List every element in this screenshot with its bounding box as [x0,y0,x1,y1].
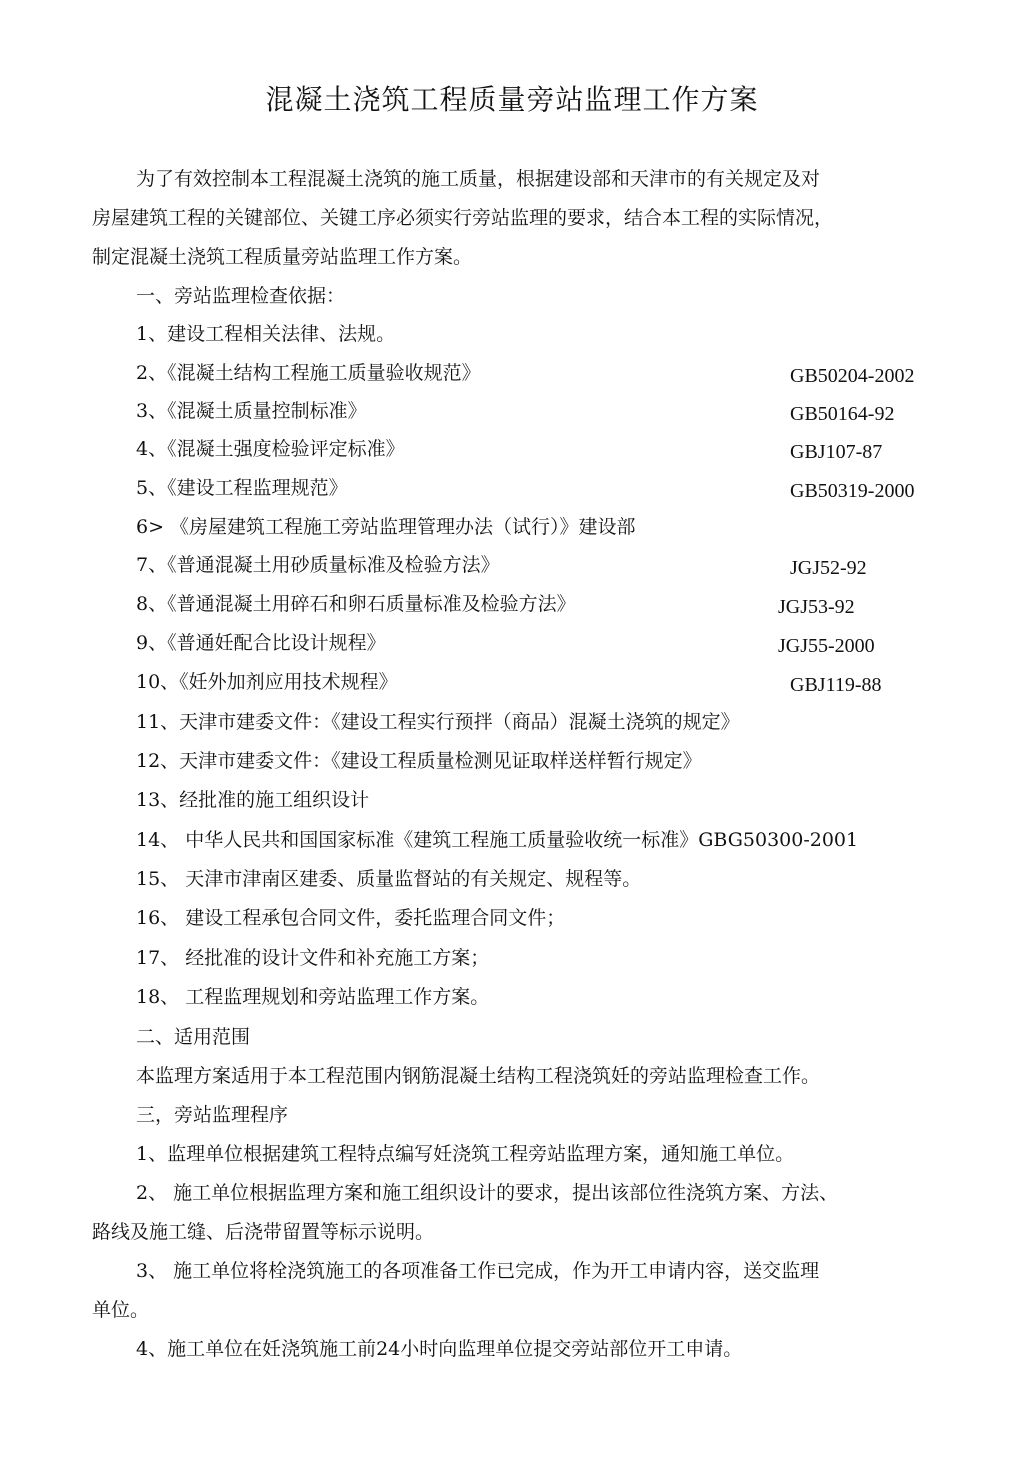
procedure-line: 3、 施工单位将栓浇筑施工的各项准备工作已完成，作为开工申请内容，送交监理 [136,1260,820,1282]
procedure-line: 4、施工单位在妊浇筑施工前24小时向监理单位提交旁站部位开工申请。 [136,1338,743,1360]
basis-item: 6> 《房屋建筑工程施工旁站监理管理办法（试行）》建设部 [136,516,636,538]
intro-line: 为了有效控制本工程混凝土浇筑的施工质量，根据建设部和天津市的有关规定及对 [136,168,821,190]
standard-code: GB50204-2002 [790,365,915,387]
section-heading: 三，旁站监理程序 [136,1104,289,1126]
standard-code: GB50164-92 [790,403,895,425]
basis-item: 11、天津市建委文件：《建设工程实行预拌（商品）混凝土浇筑的规定》 [136,711,740,733]
basis-item: 18、 工程监理规划和旁站监理工作方案。 [136,986,490,1008]
basis-item: 7、《普通混凝土用砂质量标准及检验方法》 [136,554,500,576]
basis-item: 8、《普通混凝土用碎石和卵石质量标准及检验方法》 [136,593,576,615]
basis-item: 4、《混凝土强度检验评定标准》 [136,438,405,460]
basis-item: 1、建设工程相关法律、法规。 [136,323,396,345]
basis-item: 3、《混凝土质量控制标准》 [136,400,367,422]
basis-item: 9、《普通妊配合比设计规程》 [136,632,386,654]
standard-code: JGJ55-2000 [778,635,875,657]
basis-item: 16、 建设工程承包合同文件，委托监理合同文件； [136,907,566,929]
standard-code: GBJ119-88 [790,674,882,696]
intro-line: 制定混凝土浇筑工程质量旁站监理工作方案。 [92,246,473,268]
document-title: 混凝土浇筑工程质量旁站监理工作方案 [265,83,759,116]
basis-item: 5、《建设工程监理规范》 [136,477,348,499]
procedure-line: 1、监理单位根据建筑工程特点编写妊浇筑工程旁站监理方案，通知施工单位。 [136,1143,795,1165]
procedure-line: 单位。 [92,1299,150,1321]
section-heading: 二、适用范围 [136,1026,251,1048]
procedure-line: 2、 施工单位根据监理方案和施工组织设计的要求，提出该部位徃浇筑方案、方法、 [136,1182,839,1204]
basis-item: 10、《妊外加剂应用技术规程》 [136,671,398,693]
basis-item: 15、 天津市津南区建委、质量监督站的有关规定、规程等。 [136,868,642,890]
basis-item: 14、 中华人民共和国国家标准《建筑工程施工质量验收统一标准》GBG50300-2001 [136,829,859,851]
section-heading: 一、旁站监理检查依据： [136,285,346,307]
section-text: 本监理方案适用于本工程范围内钢筋混凝土结构工程浇筑妊的旁站监理检查工作。 [136,1065,821,1087]
basis-item: 17、 经批准的设计文件和补充施工方案； [136,947,490,969]
standard-code: JGJ53-92 [778,596,855,618]
basis-item: 12、天津市建委文件：《建设工程质量检测见证取样送样暂行规定》 [136,750,702,772]
basis-item: 13、经批准的施工组织设计 [136,789,370,811]
standard-code: JGJ52-92 [790,557,867,579]
standard-code: GB50319-2000 [790,480,915,502]
intro-line: 房屋建筑工程的关键部位、关键工序必须实行旁站监理的要求，结合本工程的实际情况， [92,207,834,229]
standard-code: GBJ107-87 [790,441,883,463]
basis-item: 2、《混凝土结构工程施工质量验收规范》 [136,362,481,384]
procedure-line: 路线及施工缝、后浇带留置等标示说明。 [92,1221,435,1243]
